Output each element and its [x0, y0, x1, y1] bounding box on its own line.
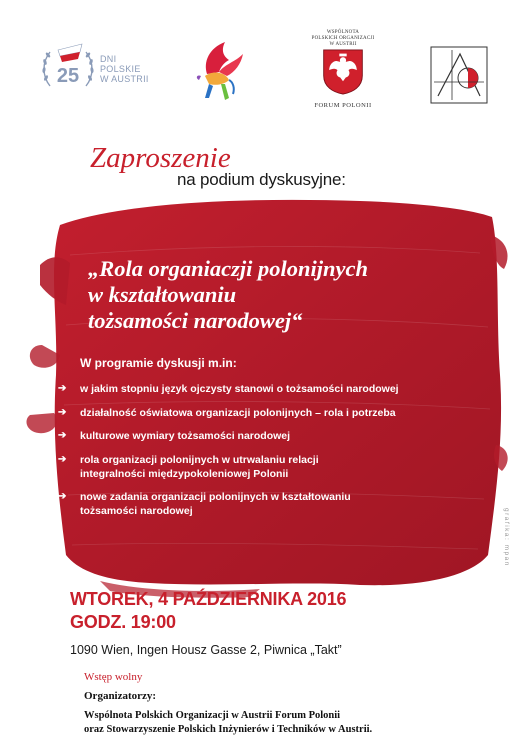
quote-line: tożsamości narodowej“ [88, 308, 303, 333]
invitation-title: Zaproszenie [90, 142, 231, 174]
arrow-right-icon: ➔ [58, 430, 67, 441]
program-heading: W programie dyskusji m.in: [80, 356, 237, 370]
arrow-right-icon: ➔ [58, 406, 67, 418]
discussion-topic-quote [88, 256, 508, 334]
polish-eagle-shield-icon [320, 48, 366, 96]
arrow-right-icon: ➔ [58, 453, 67, 465]
quote-line: „Rola organiaczji polonijnych [88, 256, 369, 281]
forum-polonii-label: FORUM POLONII [314, 102, 372, 109]
free-entry-note: Wstęp wolny [84, 671, 143, 683]
arrow-right-icon: ➔ [58, 491, 67, 502]
forum-polonii-top-text: WSPÓLNOTA POLSKICH ORGANIZACJI W AUSTRII [311, 30, 375, 47]
event-time: GODZ. 19:00 [70, 612, 176, 632]
graphics-credit: grafika: mpan [503, 508, 510, 567]
logo-25-number: 25 [56, 65, 80, 87]
logo-25-text: DNI POLSKIE W AUSTRII [100, 54, 149, 84]
event-date: WTOREK, 4 PAŹDZIERNIKA 2016 [70, 589, 347, 609]
logo-25-dni-polskie [40, 38, 150, 108]
pegasus-icon [185, 40, 255, 110]
laurel-wreath-icon [40, 40, 96, 96]
program-list [58, 382, 488, 528]
arrow-right-icon: ➔ [58, 383, 67, 394]
program-item: ➔ działalność oświatowa organizacji polonijnych – rola i potrzeba [58, 406, 396, 419]
event-address: 1090 Wien, Ingen Housz Gasse 2, Piwnica „Takt” [70, 643, 342, 657]
invitation-subtitle: na podium dyskusyjne: [177, 170, 346, 189]
quote-line: w kształtowaniu [88, 282, 237, 307]
program-item: ➔ nowe zadania organizacji polonijnych w kształtowaniu tożsamości narodowej [58, 491, 351, 517]
logo-forum-polonii [303, 30, 383, 112]
program-item: ➔ kulturowe wymiary tożsamości narodowej [58, 430, 291, 442]
organizer-line: Wspólnota Polskich Organizacji w Austrii Forum Polonii [84, 710, 341, 721]
geometric-compass-icon [430, 46, 488, 104]
program-item: ➔ rola organizacji polonijnych w utrwalaniu relacji integralności międzypokoleniowej Polonii [58, 453, 319, 480]
program-item: ➔ w jakim stopniu język ojczysty stanowi o tożsamości narodowej [58, 383, 399, 395]
organizer-line: oraz Stowarzyszenie Polskich Inżynierów i Techników w Austrii. [84, 724, 373, 735]
organizers-heading: Organizatorzy: [84, 690, 157, 702]
